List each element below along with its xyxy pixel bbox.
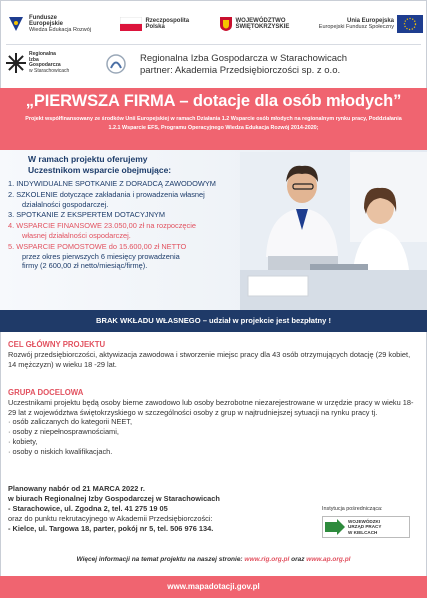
wup-arrow-icon <box>325 519 345 535</box>
list-item: 1. INDYWIDUALNE SPOTKANIE Z DORADCĄ ZAWODOWYM <box>8 179 216 188</box>
rig-logo: Regionalna Izba Gospodarcza w Starachowicach <box>6 52 69 74</box>
page-title: „PIERWSZA FIRMA – dotacje dla osób młodych” <box>25 92 402 110</box>
hero-section <box>0 150 427 310</box>
akademia-logo-icon <box>106 54 126 74</box>
target-group-heading: GRUPA DOCELOWA <box>8 388 84 397</box>
footer-banner <box>0 576 427 598</box>
eu-flag-icon <box>397 15 423 33</box>
no-own-contribution-banner: BRAK WKŁADU WŁASNEGO – udział w projekcie jest bezpłatny ! <box>0 310 427 332</box>
list-item: 5. WSPARCIE POMOSTOWE do 15.600,00 zł NETTO przez okres pierwszych 6 miesięcy prowadzenia firmy (2 600,00 zł netto/miesiąc/firmę). <box>8 241 187 271</box>
list-item: · kobiety, <box>8 436 38 446</box>
goal-section <box>8 340 420 369</box>
wojewodztwo-logo: WOJEWÓDZTWO ŚWIĘTOKRZYSKIE <box>219 16 290 32</box>
rig-link[interactable]: www.rig.org.pl <box>244 556 290 563</box>
logo-bar <box>6 8 423 40</box>
coat-of-arms-icon <box>219 16 233 32</box>
rig-star-icon <box>6 53 26 73</box>
polish-flag-icon <box>120 17 142 31</box>
more-info-line: Więcej informacji na temat projektu na naszej stronie: www.rig.org.pl oraz www.ap.org.pl <box>76 556 351 563</box>
unia-europejska-logo: Unia Europejska Europejski Fundusz Społeczny <box>319 15 423 33</box>
list-item: 4. WSPARCIE FINANSOWE 23.050,00 zł na rozpoczęcie własnej działalności ospodarczej. <box>8 221 196 240</box>
list-item: · osoby o niskich kwalifikacjach. <box>8 446 113 456</box>
fe-stars-icon <box>6 15 26 33</box>
people-photo <box>240 152 427 310</box>
goal-text: Rozwój przedsiębiorczości, aktywizacja zawodowa i stworzenie miejsc pracy dla 43 osób otrzymujących dotację (29 kobiet, 14 mężczyzn) w wieku 18 -29 lat. <box>8 349 411 369</box>
target-group-text: Uczestnikami projektu będą osoby bierne zawodowo lub osoby bezrobotne niezarejestrowane w urzędzie pracy w wieku 18-29 lat z województwa świętokrzyskiego w szczególności osoby z grup w najtrudniejszej sytuacji na rynku pracy tj. <box>8 397 414 417</box>
ap-link[interactable]: www.ap.org.pl <box>306 556 351 563</box>
title-band <box>0 88 427 150</box>
list-item: · osoby z niepełnosprawnościami, <box>8 427 119 437</box>
list-item: 2. SZKOLENIE dotyczące zakładania i prowadzenia własnej działalności gospodarczej. <box>8 189 205 209</box>
rzeczpospolita-logo: Rzeczpospolita Polska <box>120 17 189 31</box>
fundusze-europejskie-logo: Fundusze Europejskie Wiedza Edukacja Rozwój <box>6 15 91 33</box>
goal-heading: CEL GŁÓWNY PROJEKTU <box>8 340 106 349</box>
organizer-section <box>6 50 421 86</box>
intermediary-institution: Instytucja pośrednicząca: WOJEWÓDZKI URZĄD PRACY W KIELCACH <box>322 506 417 538</box>
wup-logo: WOJEWÓDZKI URZĄD PRACY W KIELCACH <box>322 516 410 538</box>
target-group-section <box>8 388 420 457</box>
organizer-text: Regionalna Izba Gospodarcza w Starachowicach partner: Akademia Przedsiębiorczości sp. z o.o. <box>140 53 348 76</box>
list-item: · osób zaliczanych do kategorii NEET, <box>8 417 133 427</box>
funding-note: Projekt współfinansowany ze środków Unii Europejskiej w ramach Działania 1.2 Wsparcie osób młodych na regionalnym rynku pracy, Poddziałania 1.2.1 Wsparcie EFS, Programu Operacyjnego Wiedza Edukacja Rozwój 2014-2020; <box>25 116 402 131</box>
support-list <box>8 179 248 272</box>
list-item: 3. SPOTKANIE Z EKSPERTEM DOTACYJNYM <box>8 210 166 220</box>
header-divider <box>6 44 421 45</box>
hero-title: W ramach projektu oferujemy Uczestnikom wsparcie obejmujące: <box>28 154 172 175</box>
mapadotacji-link[interactable]: www.mapadotacji.gov.pl <box>167 582 260 591</box>
recruitment-info: Planowany nabór od 21 MARCA 2022 r. w biurach Regionalnej Izby Gospodarczej w Starachowicach - Starachowice, ul. Zgodna 2, tel. 41 275 19 05 oraz do punktu rekrutacyjnego w Akademii Przedsiębiorczości: - Kielce, ul. Targowa 18, parter, pokój nr 5, tel. 506 976 134. <box>8 484 220 533</box>
